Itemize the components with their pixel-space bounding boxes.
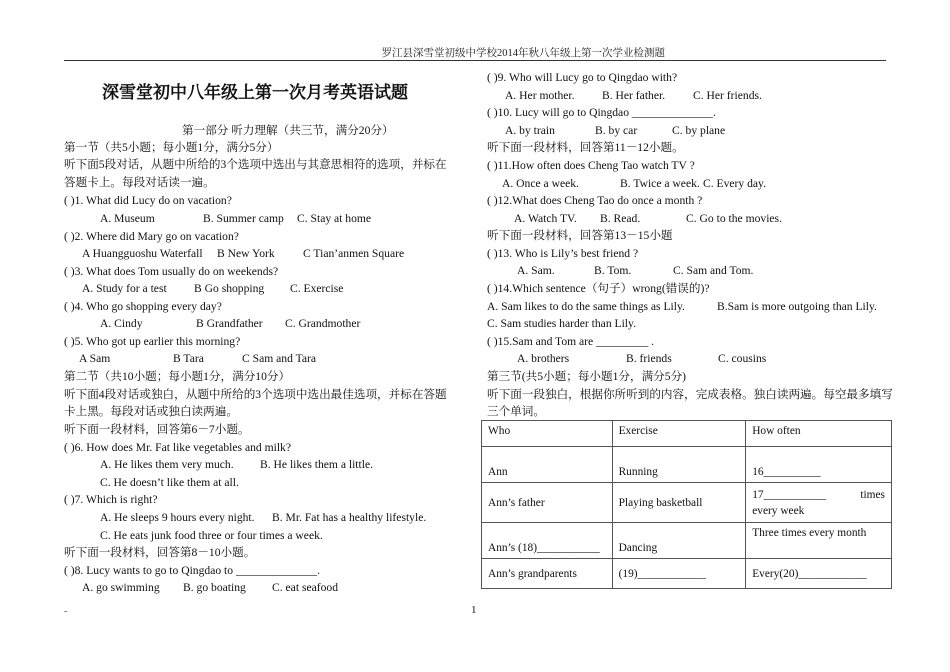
table-row [482,483,892,523]
question-15-stem: ( )15.Sam and Tom are _________ . [487,335,655,348]
page-title: 深雪堂初中八年级上第一次月考英语试题 [102,83,408,103]
section2-instruction: 听下面4段对话或独白，从题中所给的3个选项中选出最佳选项，并标在答题 [64,388,447,401]
q4-option-b: B Grandfather [196,317,263,330]
q3-option-a: A. Study for a test [82,282,167,295]
q15-option-b: B. friends [626,352,672,365]
table-header-row [482,421,892,447]
q2-option-c: C Tian’anmen Square [303,247,405,260]
q13-option-a: A. Sam. [517,264,555,277]
table-row [482,559,892,589]
answer-blank-18[interactable]: Ann’s (18)___________ [482,523,613,559]
question-1-stem: ( )1. What did Lucy do on vacation? [64,194,232,207]
q9-option-a: A. Her mother. [505,89,575,102]
q12-option-a: A. Watch TV. [514,212,577,225]
q1-option-b: B. Summer camp [203,212,284,225]
q10-option-b: B. by car [595,124,638,137]
q12-option-b: B. Read. [600,212,641,225]
table-cell: Three times every month [746,523,892,559]
answer-blank-19[interactable]: (19)____________ [612,559,746,589]
table-header-cell: How often [746,421,892,447]
table-cell: Playing basketball [612,483,746,523]
footer-mark: - [64,606,68,617]
q5-option-c: C Sam and Tara [242,352,316,365]
passage-1-intro: 听下面一段材料，回答第6－7小题。 [64,423,250,436]
table-header-cell: Who [482,421,613,447]
header-rule [64,60,886,61]
q14-option-a: A. Sam likes to do the same things as Lily. [487,300,685,313]
question-5-stem: ( )5. Who got up earlier this morning? [64,335,241,348]
table-cell: Ann’s grandparents [482,559,613,589]
q4-option-a: A. Cindy [100,317,143,330]
q5-option-b: B Tara [173,352,204,365]
question-6-stem: ( )6. How does Mr. Fat like vegetables and milk? [64,441,291,454]
question-13-stem: ( )13. Who is Lily’s best friend ? [487,247,639,260]
question-11-stem: ( )11.How often does Cheng Tao watch TV ? [487,159,695,172]
q14-option-b: B.Sam is more outgoing than Lily. [717,300,877,313]
passage-2-intro: 听下面一段材料，回答第8－10小题。 [64,546,256,559]
q2-option-b: B New York [217,247,275,260]
question-12-stem: ( )12.What does Cheng Tao do once a month ? [487,194,703,207]
question-4-stem: ( )4. Who go shopping every day? [64,300,222,313]
q7-option-b: B. Mr. Fat has a healthy lifestyle. [272,511,427,524]
page-header: 罗江县深雪堂初级中学校2014年秋八年级上第一次学业检测题 [381,48,665,59]
q6-option-b: B. He likes them a little. [260,458,374,471]
q10-option-c: C. by plane [672,124,726,137]
q13-option-b: B. Tom. [594,264,632,277]
answer-blank-20[interactable]: Every(20)____________ [746,559,892,589]
q7-option-c: C. He eats junk food three or four times a week. [100,529,323,542]
passage-4-intro: 听下面一段材料，回答第13－15小题 [487,229,673,242]
section2-instruction-cont: 卡上黑。每段对话或独白读两遍。 [64,405,238,418]
table-cell: Ann’s father [482,483,613,523]
q4-option-c: C. Grandmother [285,317,361,330]
table-header-cell: Exercise [612,421,746,447]
section3-instruction-cont: 三个单词。 [487,405,545,418]
q9-option-b: B. Her father. [602,89,666,102]
q11-option-b: B. Twice a week. [620,177,700,190]
page-number: 1 [471,604,477,616]
answer-blank-16[interactable]: 16__________ [746,447,892,483]
q14-option-c: C. Sam studies harder than Lily. [487,317,636,330]
part1-heading: 第一部分 听力理解（共三节，满分20分） [182,124,394,137]
q12-option-c: C. Go to the movies. [686,212,782,225]
exercise-table [481,420,892,589]
question-7-stem: ( )7. Which is right? [64,493,158,506]
q1-option-c: C. Stay at home [297,212,372,225]
table-row [482,523,892,559]
table-cell: Dancing [612,523,746,559]
section1-instruction-cont: 答题卡上。每段对话读一遍。 [64,176,215,189]
q13-option-c: C. Sam and Tom. [673,264,754,277]
q5-option-a: A Sam [79,352,111,365]
question-9-stem: ( )9. Who will Lucy go to Qingdao with? [487,71,678,84]
times-line [752,487,885,503]
section1-instruction: 听下面5段对话，从题中所给的3个选项中选出与其意思相符的选项，并标在 [64,158,447,171]
section3-instruction: 听下面一段独白，根据你所听到的内容，完成表格。独白读两遍。每空最多填写 [487,388,893,401]
question-2-stem: ( )2. Where did Mary go on vacation? [64,230,239,243]
q7-option-a: A. He sleeps 9 hours every night. [100,511,255,524]
passage-3-intro: 听下面一段材料，回答第11－12小题。 [487,141,684,154]
q6-option-a: A. He likes them very much. [100,458,234,471]
q3-option-c: C. Exercise [290,282,344,295]
q8-option-b: B. go boating [183,581,246,594]
times-word: times [860,488,885,501]
q11-option-a: A. Once a week. [502,177,579,190]
question-14-stem: ( )14.Which sentence（句子）wrong(错误的)? [487,282,710,295]
question-10-stem: ( )10. Lucy will go to Qingdao ______________. [487,106,716,119]
q9-option-c: C. Her friends. [693,89,762,102]
every-week-text: every week [752,504,805,517]
q3-option-b: B Go shopping [194,282,265,295]
table-row [482,447,892,483]
q8-option-c: C. eat seafood [272,581,338,594]
question-8-stem: ( )8. Lucy wants to go to Qingdao to ______________. [64,564,321,577]
blank-17-text: 17___________ [752,488,827,501]
table-cell: Ann [482,447,613,483]
question-3-stem: ( )3. What does Tom usually do on weekends? [64,265,279,278]
section2-heading: 第二节（共10小题；每小题1分，满分10分） [64,370,291,383]
section3-heading: 第三节(共5小题；每小题1分，满分5分) [487,370,687,383]
q15-option-a: A. brothers [517,352,570,365]
section1-heading: 第一节（共5小题；每小题1分，满分5分） [64,141,279,154]
q11-option-c: C. Every day. [703,177,766,190]
q2-option-a: A Huangguoshu Waterfall [82,247,203,260]
q8-option-a: A. go swimming [82,581,160,594]
table-cell: Running [612,447,746,483]
q15-option-c: C. cousins [718,352,767,365]
q10-option-a: A. by train [505,124,555,137]
q1-option-a: A. Museum [100,212,155,225]
answer-blank-17[interactable] [746,483,892,523]
q6-option-c: C. He doesn’t like them at all. [100,476,239,489]
